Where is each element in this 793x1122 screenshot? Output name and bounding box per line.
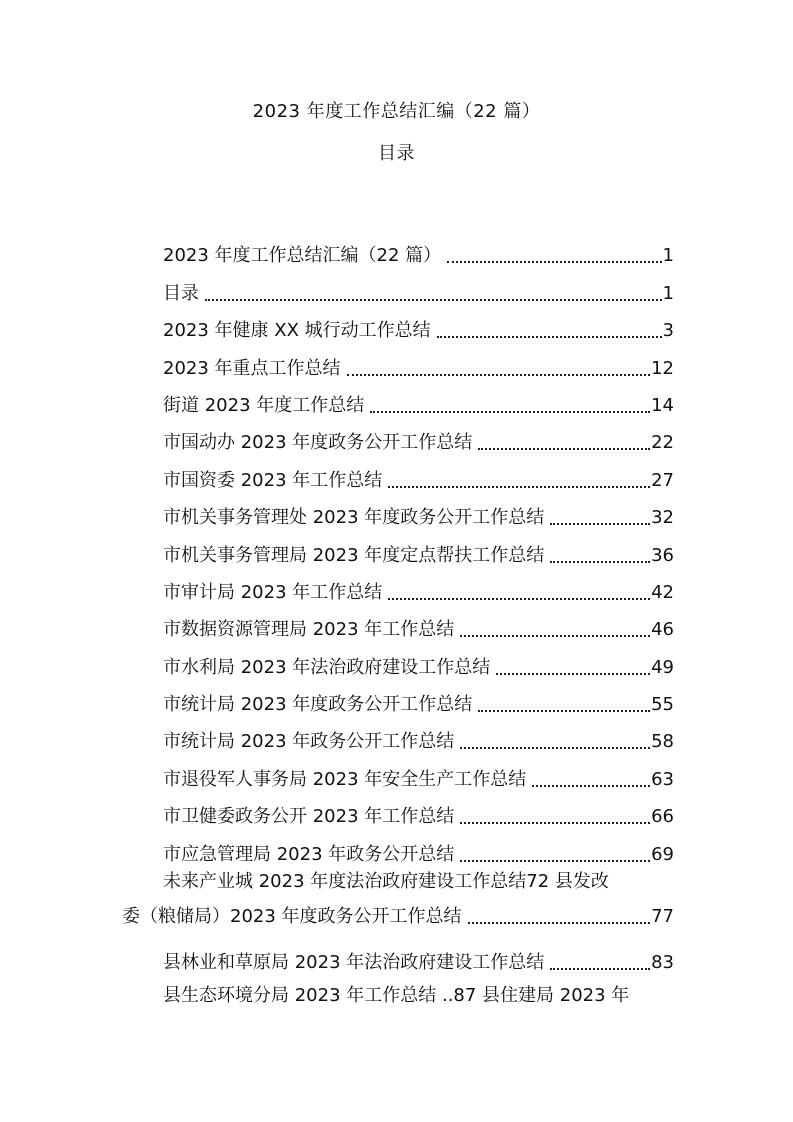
toc-entry-page: 12 [651, 357, 674, 379]
toc-entry[interactable] [163, 493, 674, 530]
dot-leader [478, 448, 650, 450]
toc-entry[interactable] [163, 938, 674, 975]
toc-entry[interactable] [163, 642, 674, 679]
toc-entry-label: 市退役军人事务局 2023 年安全生产工作总结 [163, 768, 527, 790]
dot-leader [468, 922, 651, 924]
toc-entry-page: 22 [651, 432, 674, 454]
toc-entry-label: 市国动办 2023 年度政务公开工作总结 [163, 432, 473, 454]
toc-entry[interactable] [163, 343, 674, 380]
table-of-contents [163, 231, 674, 867]
toc-entry-page: 1 [662, 245, 674, 267]
toc-entry-label: 市审计局 2023 年工作总结 [163, 581, 383, 603]
toc-entry-page: 32 [651, 507, 674, 529]
dot-leader [347, 374, 651, 376]
toc-wrapped-line[interactable]: 未来产业城 2023 年度法治政府建设工作总结72 县发改 [163, 871, 609, 892]
toc-entry-page: 3 [662, 320, 674, 342]
dot-leader [460, 822, 650, 824]
toc-entry[interactable] [163, 268, 674, 305]
toc-entry-page: 63 [651, 768, 674, 790]
toc-entry-label: 县林业和草原局 2023 年法治政府建设工作总结 [163, 952, 545, 974]
toc-entry-label: 市水利局 2023 年法治政府建设工作总结 [163, 656, 491, 678]
toc-entry[interactable] [163, 418, 674, 455]
toc-entry-label: 街道 2023 年度工作总结 [163, 394, 365, 416]
toc-entry-label: 2023 年重点工作总结 [163, 357, 341, 379]
toc-entry-label: 市统计局 2023 年政务公开工作总结 [163, 731, 455, 753]
toc-entry-page: 46 [651, 619, 674, 641]
toc-entry-page: 1 [662, 282, 674, 304]
toc-entry-label: 市统计局 2023 年度政务公开工作总结 [163, 694, 473, 716]
dot-leader [550, 561, 650, 563]
toc-entry[interactable] [163, 792, 674, 829]
toc-entry-page: 58 [651, 731, 674, 753]
toc-entry[interactable] [163, 455, 674, 492]
toc-entry[interactable] [163, 231, 674, 268]
toc-entry-label: 2023 年健康 XX 城行动工作总结 [163, 320, 431, 342]
toc-wrapped-text: 县生态环境分局 2023 年工作总结 ..87 县住建局 2023 年 [163, 985, 630, 1006]
toc-entry-page: 27 [651, 469, 674, 491]
toc-entry[interactable] [163, 306, 674, 343]
dot-leader [460, 747, 650, 749]
dot-leader [437, 336, 662, 338]
toc-entry-label: 市卫健委政务公开 2023 年工作总结 [163, 806, 455, 828]
toc-entry-label: 市机关事务管理局 2023 年度定点帮扶工作总结 [163, 544, 545, 566]
toc-wrapped-line[interactable] [163, 984, 674, 1008]
toc-entry-page: 66 [651, 806, 674, 828]
toc-entry[interactable] [163, 568, 674, 605]
dot-leader [447, 261, 661, 263]
toc-entry[interactable] [163, 381, 674, 418]
dot-leader [550, 968, 650, 970]
dot-leader [460, 635, 650, 637]
dot-leader [496, 673, 650, 675]
toc-entry-page: 42 [651, 581, 674, 603]
toc-entry-wrapped[interactable] [122, 905, 674, 929]
toc-entry[interactable] [163, 530, 674, 567]
toc-entry-page: 69 [651, 843, 674, 865]
dot-leader [388, 598, 650, 600]
dot-leader [478, 710, 650, 712]
toc-entry-label: 市应急管理局 2023 年政务公开总结 [163, 843, 455, 865]
toc-entry-label: 市数据资源管理局 2023 年工作总结 [163, 619, 455, 641]
toc-entry-page: 14 [651, 394, 674, 416]
toc-heading: 目录 [378, 143, 415, 164]
toc-entry-page: 83 [651, 952, 674, 974]
toc-entry[interactable] [163, 717, 674, 754]
dot-leader [460, 860, 650, 862]
toc-entry[interactable] [163, 605, 674, 642]
toc-entry-page: 49 [651, 656, 674, 678]
dot-leader [532, 785, 650, 787]
toc-entry-page: 77 [651, 906, 674, 927]
toc-entry[interactable] [163, 829, 674, 866]
document-title: 2023 年度工作总结汇编（22 篇） [252, 101, 541, 122]
toc-entry-page: 55 [651, 694, 674, 716]
dot-leader [205, 299, 662, 301]
toc-entry-label: 市机关事务管理处 2023 年度政务公开工作总结 [163, 507, 545, 529]
toc-entry-label: 委（粮储局）2023 年度政务公开工作总结 [122, 906, 462, 927]
toc-entry[interactable] [163, 680, 674, 717]
dot-leader [388, 486, 650, 488]
toc-entry[interactable] [163, 754, 674, 791]
toc-entry-label: 目录 [163, 282, 199, 304]
toc-entry-page: 36 [651, 544, 674, 566]
toc-entry-label: 2023 年度工作总结汇编（22 篇） [163, 245, 442, 267]
dot-leader [370, 411, 650, 413]
dot-leader [550, 523, 650, 525]
toc-entry-label: 市国资委 2023 年工作总结 [163, 469, 383, 491]
